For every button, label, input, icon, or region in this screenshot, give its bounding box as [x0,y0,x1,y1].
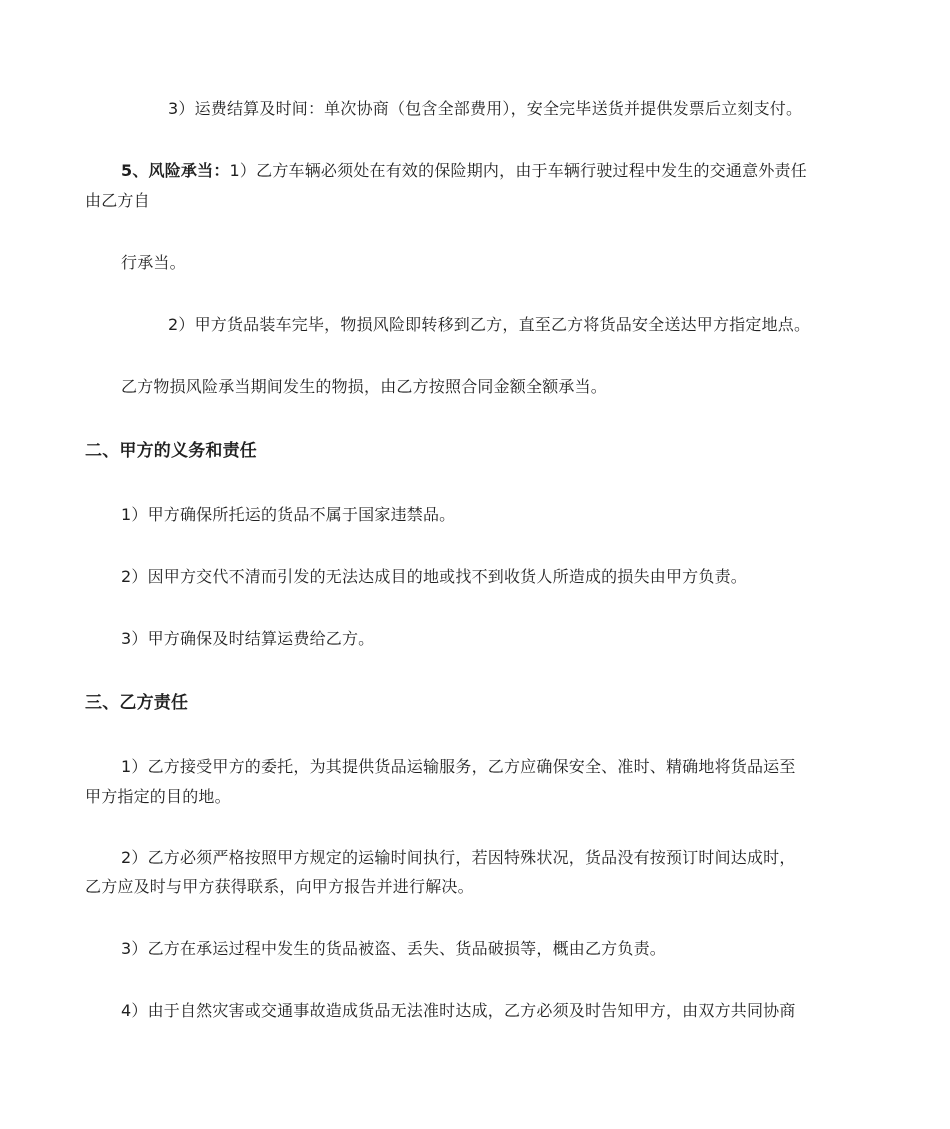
section-heading-party-a: 二、甲方的义务和责任 [85,441,257,461]
risk-clause-3: 乙方物损风险承当期间发生的物损，由乙方按照合同金额全额承当。 [121,377,608,396]
risk-clause-2: 2）甲方货品装车完毕，物损风险即转移到乙方，直至乙方将货品安全送达甲方指定地点。 [168,315,811,334]
party-b-item-4-line-1: 4）由于自然灾害或交通事故造成货品无法准时达成，乙方必须及时告知甲方，由双方共同协商 [121,1001,796,1020]
risk-paragraph-line-2: 由乙方自 [85,191,150,210]
party-b-item-3: 3）乙方在承运过程中发生的货品被盗、丢失、货品破损等，概由乙方负责。 [121,939,666,958]
risk-clause-1-text: 1）乙方车辆必须处在有效的保险期内，由于车辆行驶过程中发生的交通意外责任 [229,161,807,180]
section-heading-party-b: 三、乙方责任 [85,693,189,713]
party-b-item-2-line-1: 2）乙方必须严格按照甲方规定的运输时间执行，若因特殊状况，货品没有按预订时间达成时， [121,848,796,867]
party-b-item-1-line-1: 1）乙方接受甲方的委托，为其提供货品运输服务，乙方应确保安全、准时、精确地将货品运至 [121,757,796,776]
risk-paragraph-line-1 [121,161,807,181]
party-a-item-3: 3）甲方确保及时结算运费给乙方。 [121,629,375,648]
party-b-item-2-line-2: 乙方应及时与甲方获得联系，向甲方报告并进行解决。 [85,877,474,896]
risk-label: 5、风险承当： [121,161,230,180]
party-a-item-1: 1）甲方确保所托运的货品不属于国家违禁品。 [121,505,456,524]
fee-settlement-paragraph: 3）运费结算及时间：单次协商（包含全部费用），安全完毕送货并提供发票后立刻支付。 [168,99,803,118]
risk-paragraph-line-3: 行承当。 [121,253,186,272]
party-b-item-1-line-2: 甲方指定的目的地。 [85,787,231,806]
party-a-item-2: 2）因甲方交代不清而引发的无法达成目的地或找不到收货人所造成的损失由甲方负责。 [121,567,747,586]
